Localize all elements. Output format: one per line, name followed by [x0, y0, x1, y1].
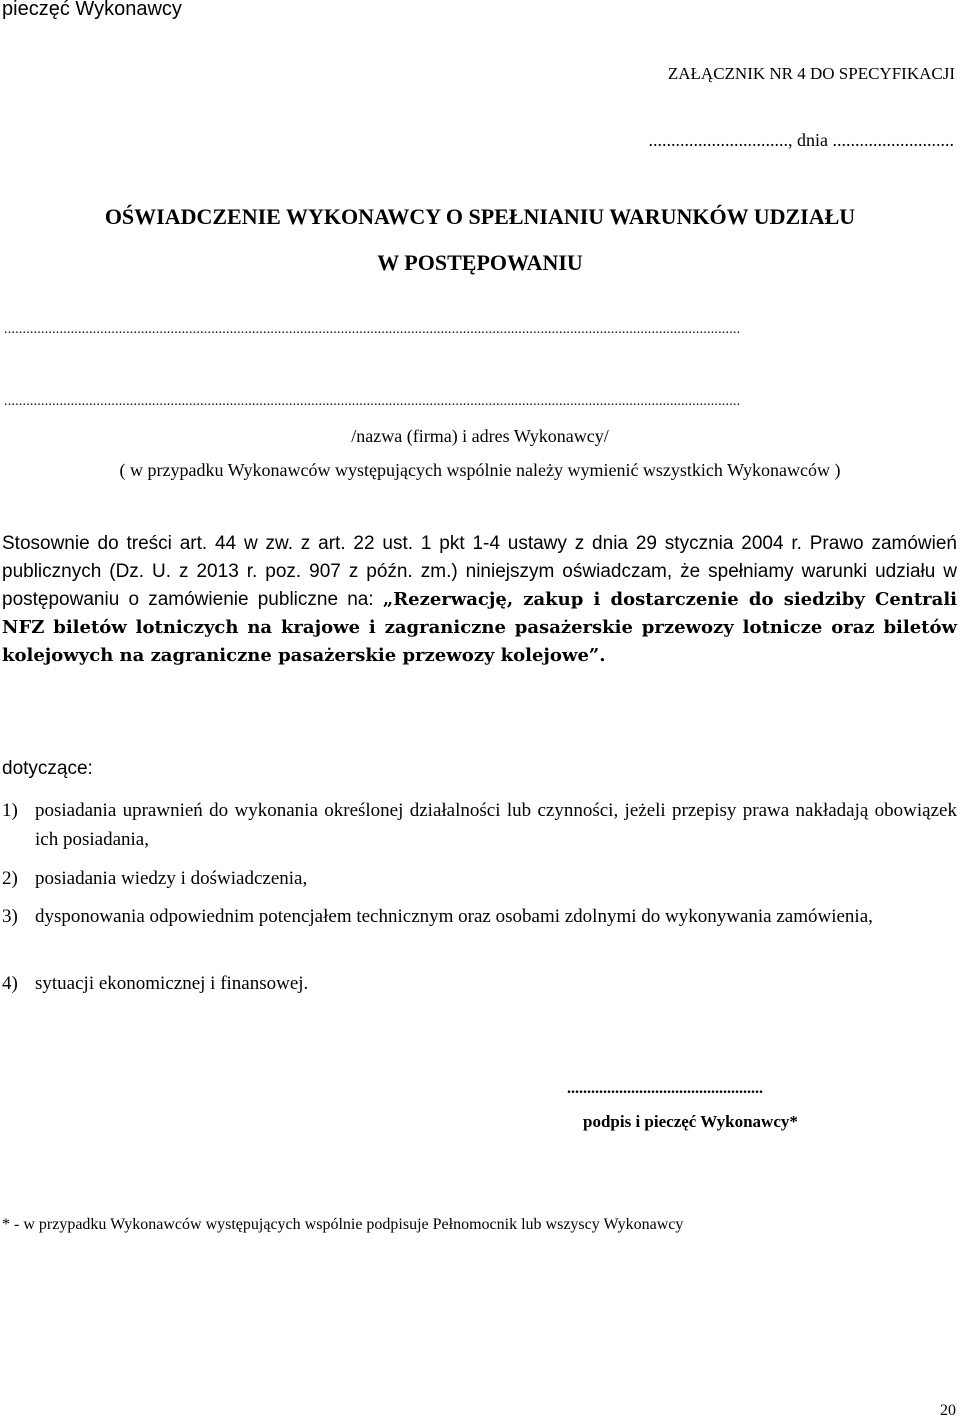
footnote: * - w przypadku Wykonawców występujących wspólnie podpisuje Pełnomocnik lub wszyscy Wykonawcy	[2, 1216, 684, 1233]
document-title-line-1: OŚWIADCZENIE WYKONAWCY O SPEŁNIANIU WARUNKÓW UDZIAŁU	[104, 204, 856, 229]
procurement-subject: „Rezerwację, zakup i dostarczenie do siedziby Centrali NFZ biletów lotniczych na krajowe i zagraniczne pasażerskie przewozy lotnicze oraz biletów kolejowych na zagraniczne pasażerskie przewozy kolejowe”.	[2, 589, 958, 666]
place-date-line: ..............................., dnia ...........................	[648, 130, 954, 150]
contractor-joint-note: ( w przypadku Wykonawców występujących wspólnie należy wymienić wszystkich Wykonawców )	[119, 460, 841, 480]
contractor-stamp-label: pieczęć Wykonawcy	[2, 0, 182, 20]
condition-item	[2, 796, 957, 854]
condition-text: sytuacji ekonomicznej i finansowej.	[35, 973, 309, 994]
signature-label: podpis i pieczęć Wykonawcy*	[583, 1112, 798, 1131]
document-title-line-2: W POSTĘPOWANIU	[377, 250, 583, 275]
contractor-address-dotted-line: .......................................................................................................................................................................................................	[4, 394, 741, 409]
condition-item	[2, 969, 957, 998]
page-number: 20	[940, 1402, 956, 1419]
condition-number: 2)	[2, 868, 18, 889]
condition-text: posiadania wiedzy i doświadczenia,	[35, 868, 308, 889]
condition-number: 4)	[2, 973, 18, 994]
conditions-heading: dotyczące:	[2, 758, 93, 779]
contractor-caption: /nazwa (firma) i adres Wykonawcy/	[351, 426, 609, 446]
signature-dotted-line: .................................................	[567, 1080, 763, 1097]
annex-label: ZAŁĄCZNIK NR 4 DO SPECYFIKACJI	[667, 64, 955, 83]
condition-text: posiadania uprawnień do wykonania określonej działalności lub czynności, jeżeli przepisy prawa nakładają obowiązek ich posiadania,	[35, 800, 957, 850]
condition-item	[2, 864, 957, 893]
statement-paragraph	[2, 530, 957, 670]
contractor-name-dotted-line: .......................................................................................................................................................................................................	[4, 322, 741, 337]
condition-text: dysponowania odpowiednim potencjałem technicznym oraz osobami zdolnymi do wykonywania zamówienia,	[35, 906, 873, 927]
condition-number: 3)	[2, 906, 18, 927]
statement-intro: Stosownie do treści art. 44 w zw. z art. 22 ust. 1 pkt 1-4 ustawy z dnia 29 stycznia 2004 r. Prawo zamówień publicznych (Dz. U. z 2013 r. poz. 907 z późn. zm.) niniejszym oświadczam, że spełniamy warunki udziału w postępowaniu o zamówienie publiczne na:	[2, 533, 957, 610]
condition-number: 1)	[2, 800, 18, 821]
condition-item	[2, 902, 957, 931]
